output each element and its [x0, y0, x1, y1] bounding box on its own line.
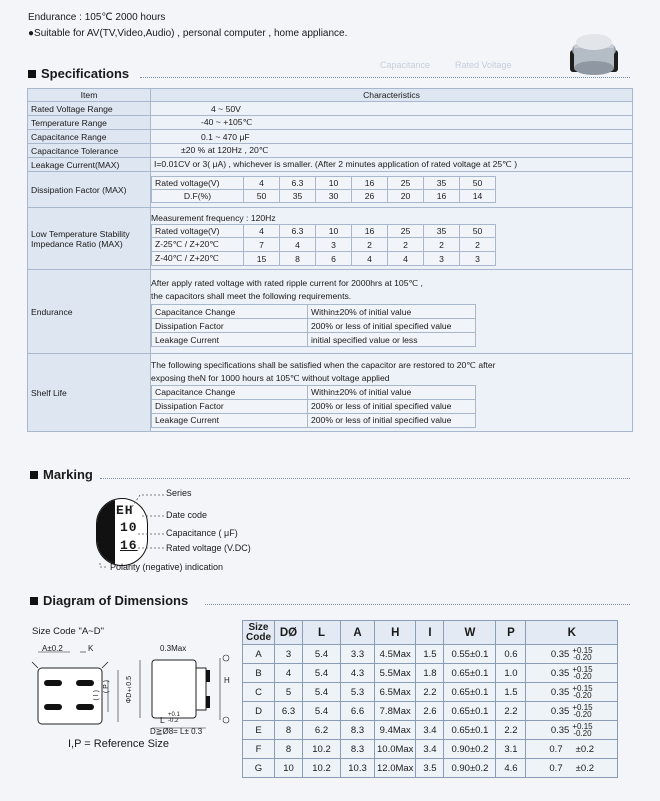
- col-d: DØ: [275, 621, 303, 645]
- dimensions-cell: 6.6: [341, 702, 375, 721]
- dimensions-cell: 10.2: [303, 759, 341, 778]
- dimensions-cell: 10.0Max: [375, 740, 416, 759]
- dimensions-cell: 12.0Max: [375, 759, 416, 778]
- shelf-row: Leakage Current 200% or less of initial specified value: [152, 413, 476, 427]
- dimensions-cell-k: [526, 645, 618, 664]
- lowtemp-row-40: Z-40℃ / Z+20℃ 15 8 6 4 4 3 3: [152, 252, 496, 266]
- specifications-heading: [28, 66, 129, 81]
- shelf-label: Shelf Life: [28, 354, 151, 432]
- endurance-line-2: the capacitors shall meet the following requirements.: [151, 291, 352, 301]
- dimensions-cell-k: [526, 721, 618, 740]
- marking-voltage-label: Rated voltage (V.DC): [166, 543, 251, 553]
- dimensions-cell: 3: [275, 645, 303, 664]
- dimensions-row: [243, 664, 618, 683]
- capacitance-label: Capacitance Range: [28, 130, 151, 144]
- dimensions-cell: 8: [275, 740, 303, 759]
- col-l: L: [303, 621, 341, 645]
- k-tol-plus: +0.15: [572, 684, 593, 693]
- dimensions-heading: [30, 593, 188, 608]
- dimensions-cell: 5.4: [303, 645, 341, 664]
- k-value: 0.35: [550, 724, 570, 736]
- dimensions-row: [243, 702, 618, 721]
- k-tol-plus: +0.15: [572, 665, 593, 674]
- dimensions-cell: 10.3: [341, 759, 375, 778]
- dimensions-cell: 5.4: [303, 664, 341, 683]
- dimensions-cell: 4.6: [496, 759, 526, 778]
- k-tol-minus: -0.20: [573, 672, 592, 681]
- dimensions-cell: B: [243, 664, 275, 683]
- dimensions-cell: 9.4Max: [375, 721, 416, 740]
- col-a: A: [341, 621, 375, 645]
- col-p: P: [496, 621, 526, 645]
- dimensions-table: [242, 620, 618, 778]
- dimensions-cell: 3.4: [416, 740, 444, 759]
- h-dim-label: H: [224, 676, 230, 685]
- temperature-value: -40 ~ +105℃: [151, 116, 633, 130]
- tolerance-label: Capacitance Tolerance: [28, 144, 151, 158]
- marking-polarity-label: Polarity (negative) indication: [110, 562, 224, 572]
- marking-series-code: EH: [116, 503, 134, 518]
- dimensions-cell: 1.0: [496, 664, 526, 683]
- dimensions-cell: A: [243, 645, 275, 664]
- divider: [100, 478, 630, 479]
- dimensions-cell: 5.3: [341, 683, 375, 702]
- dimension-drawing: [30, 640, 240, 740]
- dimensions-cell: 10.2: [303, 740, 341, 759]
- dimensions-cell: 0.65±0.1: [444, 683, 496, 702]
- shelf-table: [151, 385, 476, 428]
- marking-heading: [30, 467, 93, 482]
- endurance-text: Endurance : 105℃ 2000 hours: [28, 12, 166, 23]
- dimensions-cell: F: [243, 740, 275, 759]
- dimensions-cell: 8: [275, 721, 303, 740]
- leakage-label: Leakage Current(MAX): [28, 158, 151, 172]
- col-h: H: [375, 621, 416, 645]
- dimensions-cell: 6.2: [303, 721, 341, 740]
- dimensions-cell: 10: [275, 759, 303, 778]
- ghost-text: Rated Voltage: [455, 60, 512, 70]
- dimensions-cell: 2.2: [416, 683, 444, 702]
- a-dim-label: A±0.2: [42, 644, 63, 653]
- l-tolerance-label: +0.1 -0.2: [168, 712, 180, 724]
- dimensions-cell: 2.2: [496, 721, 526, 740]
- temperature-label: Temperature Range: [28, 116, 151, 130]
- dimensions-title: Diagram of Dimensions: [43, 593, 189, 608]
- dimensions-cell: 0.55±0.1: [444, 645, 496, 664]
- divider: [205, 604, 630, 605]
- dimensions-cell-k: [526, 664, 618, 683]
- dimensions-cell: 0.65±0.1: [444, 721, 496, 740]
- bullet-square-icon: [30, 471, 38, 479]
- rated-voltage-value: 4 ~ 50V: [151, 102, 633, 116]
- lowtemp-table: [151, 224, 496, 266]
- endurance-line-1: After apply rated voltage with rated ripple current for 2000hrs at 105℃ ,: [151, 278, 423, 288]
- capacitance-value: 0.1 ~ 470 μF: [151, 130, 633, 144]
- dimensions-cell: 3.4: [416, 721, 444, 740]
- dimensions-cell-k: [526, 683, 618, 702]
- col-w: W: [444, 621, 496, 645]
- dimensions-cell: D: [243, 702, 275, 721]
- diameter-dim-label: ΦD±0.5: [126, 676, 133, 704]
- dimensions-cell: 1.8: [416, 664, 444, 683]
- marking-title: Marking: [43, 467, 93, 482]
- k-tol-minus: -0.20: [573, 691, 592, 700]
- dimensions-cell: C: [243, 683, 275, 702]
- dimensions-cell: 0.6: [496, 645, 526, 664]
- col-k: K: [526, 621, 618, 645]
- dimensions-cell: 0.90±0.2: [444, 759, 496, 778]
- k-tol-plus: +0.15: [572, 722, 593, 731]
- i-dim-label: ( I ): [93, 690, 100, 701]
- dimensions-cell: 0.65±0.1: [444, 664, 496, 683]
- shelf-row: Dissipation Factor 200% or less of initial specified value: [152, 399, 476, 413]
- divider: [140, 77, 630, 78]
- dimensions-cell-k: [526, 702, 618, 721]
- col-i: I: [416, 621, 444, 645]
- dimensions-cell: 1.5: [496, 683, 526, 702]
- k-tol-plus: +0.15: [572, 646, 593, 655]
- k-tol-minus: -0.20: [573, 729, 592, 738]
- k-tol: ±0.2: [575, 743, 595, 755]
- dimensions-row: [243, 721, 618, 740]
- dimensions-cell-k: [526, 740, 618, 759]
- k-value: 0.35: [550, 686, 570, 698]
- header-item: Item: [28, 89, 151, 102]
- dimensions-cell: 5.4: [303, 683, 341, 702]
- marking-date-code-label: Date code: [166, 510, 208, 520]
- k-tol: ±0.2: [575, 762, 595, 774]
- marking-capacitance-code: 10: [120, 520, 138, 535]
- ghost-text: Capacitance: [380, 60, 431, 70]
- dimensions-cell: 6.5Max: [375, 683, 416, 702]
- dimensions-cell: 0.90±0.2: [444, 740, 496, 759]
- k-value: 0.7: [549, 743, 563, 755]
- l-dim-label: L: [160, 715, 165, 725]
- marking-voltage-code: 16: [120, 538, 138, 553]
- shelf-row: Capacitance Change Within±20% of initial value: [152, 385, 476, 399]
- dimensions-cell: 2.2: [496, 702, 526, 721]
- endurance-row: Capacitance Change Within±20% of initial value: [152, 305, 476, 319]
- dimensions-row: [243, 683, 618, 702]
- k-value: 0.35: [550, 705, 570, 717]
- dimensions-row: [243, 645, 618, 664]
- capacitor-photo: [566, 20, 622, 76]
- dimensions-cell: 5.5Max: [375, 664, 416, 683]
- df-row-voltage: Rated voltage(V) 4 6.3 10 16 25 35 50: [152, 177, 496, 190]
- size-code-label: Size Code "A~D": [32, 626, 104, 637]
- marking-series-label: Series: [166, 488, 192, 498]
- rated-voltage-label: Rated Voltage Range: [28, 102, 151, 116]
- df-table: [151, 176, 496, 203]
- df-label: Dissipation Factor (MAX): [28, 172, 151, 208]
- leakage-value: I=0.01CV or 3( μA) , whichever is smaller. (After 2 minutes application of rated voltage at 25℃ ): [151, 158, 633, 172]
- tolerance-value: ±20 % at 120Hz , 20℃: [151, 144, 633, 158]
- lowtemp-frequency: Measurement frequency : 120Hz: [151, 213, 276, 223]
- dimensions-cell: 6.3: [275, 702, 303, 721]
- dimensions-cell: 5: [275, 683, 303, 702]
- dimensions-cell: 4.3: [341, 664, 375, 683]
- dimensions-row: [243, 740, 618, 759]
- dimensions-cell: E: [243, 721, 275, 740]
- dimensions-cell: G: [243, 759, 275, 778]
- dimensions-cell: 4: [275, 664, 303, 683]
- marking-capacitance-label: Capacitance ( μF): [166, 528, 238, 538]
- df-row-values: D.F(%) 50 35 30 26 20 16 14: [152, 190, 496, 203]
- k-value: 0.35: [550, 667, 570, 679]
- bullet-square-icon: [30, 597, 38, 605]
- dimensions-header-row: [243, 621, 618, 645]
- endurance-table: [151, 304, 476, 347]
- lowtemp-row-25: Z-25℃ / Z+20℃ 7 4 3 2 2 2 2: [152, 238, 496, 252]
- dimensions-cell: 4.5Max: [375, 645, 416, 664]
- k-value: 0.35: [550, 648, 570, 660]
- k-tol-plus: +0.15: [572, 703, 593, 712]
- header-characteristics: Characteristics: [151, 89, 633, 102]
- dimensions-cell: 3.3: [341, 645, 375, 664]
- bullet-square-icon: [28, 70, 36, 78]
- k-dim-label: K: [88, 644, 94, 653]
- dimensions-row: [243, 759, 618, 778]
- dimensions-cell: 1.5: [416, 645, 444, 664]
- dimensions-cell: 3.5: [416, 759, 444, 778]
- dimensions-cell: 8.3: [341, 740, 375, 759]
- p-dim-label: ( P ): [103, 680, 110, 694]
- reference-size-note: I,P = Reference Size: [68, 738, 169, 750]
- shelf-line-2: exposing theN for 1000 hours at 105℃ without voltage applied: [151, 372, 390, 383]
- lowtemp-label-2: Impedance Ratio (MAX): [31, 238, 123, 249]
- lowtemp-label-1: Low Temperature Stability: [31, 228, 130, 239]
- dimensions-cell-k: [526, 759, 618, 778]
- dimensions-cell: 5.4: [303, 702, 341, 721]
- endurance-label: Endurance: [28, 270, 151, 354]
- dimensions-cell: 8.3: [341, 721, 375, 740]
- dimensions-cell: 7.8Max: [375, 702, 416, 721]
- endurance-row: Leakage Current initial specified value or less: [152, 333, 476, 347]
- d-rule-label: D≧Ø8= L± 0.3: [150, 727, 203, 736]
- specifications-title: Specifications: [41, 66, 130, 81]
- dimensions-cell: 0.65±0.1: [444, 702, 496, 721]
- dimensions-cell: 3.1: [496, 740, 526, 759]
- k-value: 0.7: [549, 762, 563, 774]
- k-tol-minus: -0.20: [573, 653, 592, 662]
- shelf-line-1: The following specifications shall be satisfied when the capacitor are restored to 20℃ after: [151, 359, 496, 370]
- specifications-table: [27, 88, 633, 432]
- col-size-code: Size Code: [243, 621, 275, 645]
- dimensions-cell: 2.6: [416, 702, 444, 721]
- endurance-row: Dissipation Factor 200% or less of initial specified value: [152, 319, 476, 333]
- lowtemp-row-voltage: Rated voltage(V) 4 6.3 10 16 25 35 50: [152, 225, 496, 238]
- k-tol-minus: -0.20: [573, 710, 592, 719]
- suitable-text: ●Suitable for AV(TV,Video,Audio) , personal computer , home appliance.: [28, 28, 348, 39]
- max-dim-label: 0.3Max: [160, 644, 187, 653]
